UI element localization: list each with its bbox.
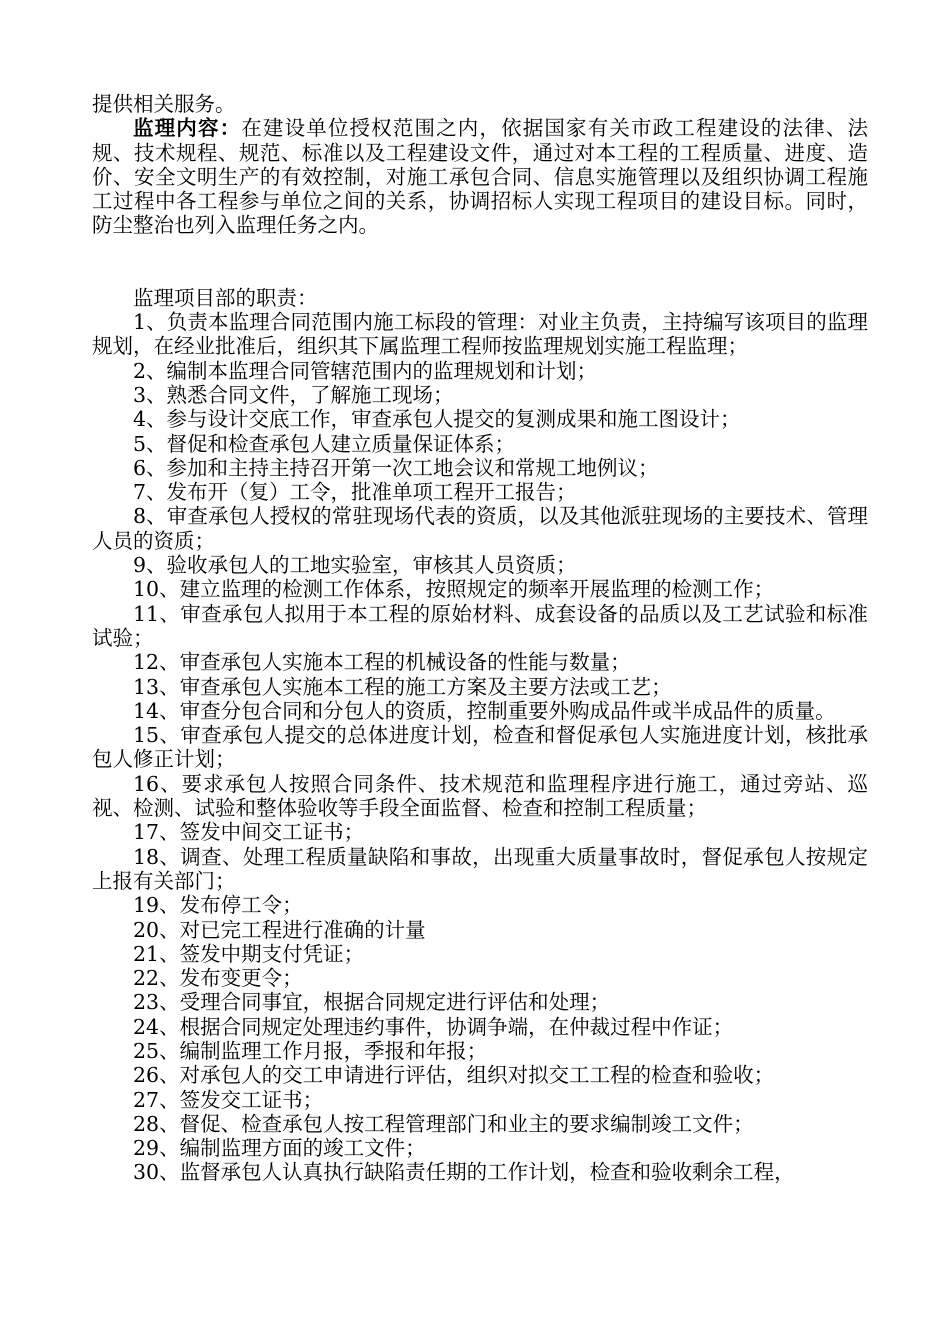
- duties-heading: 监理项目部的职责：: [133, 285, 318, 310]
- duty-item: 26、对承包人的交工申请进行评估，组织对拟交工工程的检查和验收；: [133, 1063, 775, 1088]
- duty-item: 15、审查承包人提交的总体进度计划，检查和督促承包人实施进度计划，核批承包人修正计划；: [92, 723, 868, 772]
- duty-item: 13、审查承包人实施本工程的施工方案及主要方法或工艺；: [133, 674, 672, 699]
- duty-item: 8、审查承包人授权的常驻现场代表的资质，以及其他派驻现场的主要技术、管理人员的资质；: [92, 504, 868, 553]
- duty-item: 16、要求承包人按照合同条件、技术规范和监理程序进行施工，通过旁站、巡视、检测、试验和整体验收等手段全面监督、检查和控制工程质量；: [92, 771, 868, 821]
- duty-item: 27、签发交工证书；: [133, 1087, 324, 1112]
- duty-item: 6、参加和主持主持召开第一次工地会议和常规工地例议；: [133, 455, 659, 480]
- duty-item: 29、编制监理方面的竣工文件；: [133, 1136, 426, 1161]
- duty-item: 30、监督承包人认真执行缺陷责任期的工作计划，检查和验收剩余工程，: [133, 1160, 795, 1185]
- duty-item: 5、督促和检查承包人建立质量保证体系；: [133, 431, 516, 456]
- duty-item: 3、熟悉合同文件，了解施工现场；: [133, 382, 454, 407]
- duty-item: 25、编制监理工作月报，季报和年报；: [133, 1038, 488, 1063]
- duty-item: 17、签发中间交工证书；: [133, 820, 365, 845]
- duty-item: 2、编制本监理合同管辖范围内的监理规划和计划；: [133, 358, 598, 383]
- duty-item: 1、负责本监理合同范围内施工标段的管理：对业主负责，主持编写该项目的监理规划，在经业批准后，组织其下属监理工程师按监理规划实施工程监理；: [92, 310, 868, 359]
- duty-item: 22、发布变更令；: [133, 966, 303, 991]
- duty-item: 4、参与设计交底工作，审查承包人提交的复测成果和施工图设计；: [133, 407, 741, 432]
- duty-item: 14、审查分包合同和分包人的资质，控制重要外购成品件或半成品件的质量。: [133, 698, 836, 723]
- duty-item: 21、签发中期支付凭证；: [133, 941, 365, 966]
- duty-item: 18、调查、处理工程质量缺陷和事故，出现重大质量事故时，督促承包人按规定上报有关部门；: [92, 844, 868, 893]
- duty-item: 23、受理合同事宜，根据合同规定进行评估和处理；: [133, 990, 611, 1015]
- duty-item: 24、根据合同规定处理违约事件，协调争端，在仲裁过程中作证；: [133, 1014, 734, 1039]
- duty-item: 9、验收承包人的工地实验室，审核其人员资质；: [133, 553, 577, 578]
- scope-text: 在建设单位授权范围之内，依据国家有关市政工程建设的法律、法规、技术规程、规范、标准以及工程建设文件，通过对本工程的工程质量、进度、造价、安全文明生产的有效控制，对施工承包合同、信息实施管理以及组织协调工程施工过程中各工程参与单位之间的关系，协调招标人实现工程项目的建设目标。同时，防尘整治也列入监理任务之内。: [92, 116, 869, 238]
- duty-item: 11、审查承包人拟用于本工程的原始材料、成套设备的品质以及工艺试验和标准试验；: [92, 601, 868, 650]
- paragraph-spacer: [92, 238, 868, 286]
- duty-item: 20、对已完工程进行准确的计量: [133, 917, 426, 942]
- duty-item: 12、审查承包人实施本工程的机械设备的性能与数量；: [133, 650, 631, 675]
- scope-label: 监理内容：: [133, 116, 242, 141]
- duties-list: [92, 310, 868, 1185]
- duty-item: 10、建立监理的检测工作体系，按照规定的频率开展监理的检测工作；: [133, 577, 775, 602]
- duty-item: 19、发布停工令；: [133, 893, 303, 918]
- intro-tail-text: 提供相关服务。: [92, 92, 236, 116]
- duty-item: 7、发布开（复）工令，批准单项工程开工报告；: [133, 480, 577, 505]
- duty-item: 28、督促、检查承包人按工程管理部门和业主的要求编制竣工文件；: [133, 1111, 754, 1136]
- document-page: [92, 92, 868, 1185]
- scope-paragraph: [92, 116, 868, 237]
